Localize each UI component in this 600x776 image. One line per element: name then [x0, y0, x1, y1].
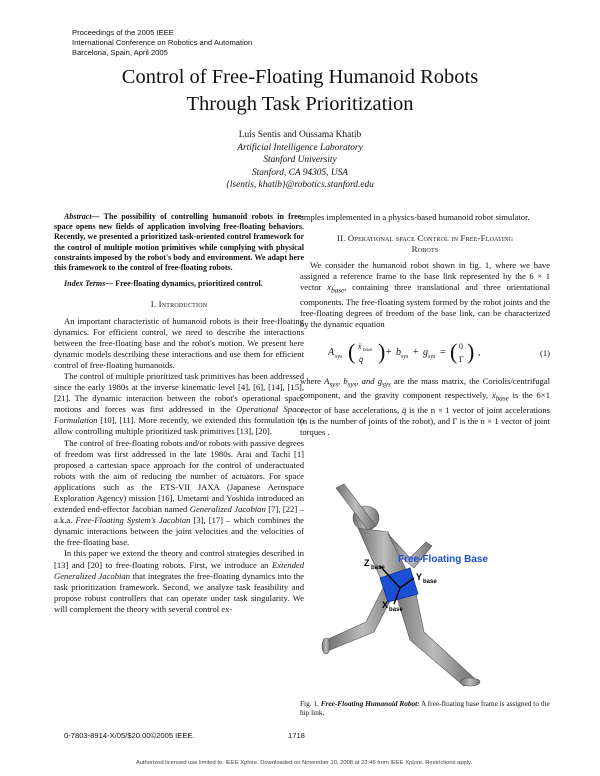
title-line-2: Through Task Prioritization	[186, 93, 414, 115]
author-block	[100, 129, 500, 192]
italic-term: Operational Space Formulation	[54, 404, 304, 426]
author-lab: Artificial Intelligence Laboratory	[237, 142, 363, 153]
index-terms-text: Free-floating dynamics, prioritized control.	[113, 279, 263, 289]
label-y-sub: base	[423, 579, 437, 585]
author-names: Luis Sentis and Oussama Khatib	[238, 130, 362, 140]
equation-1	[328, 337, 550, 370]
svg-text:): )	[467, 338, 475, 364]
svg-text:A: A	[328, 346, 335, 358]
label-z: Z	[364, 558, 370, 568]
text-run: The control of free-floating robots and/or robots with passive degrees of freedom was first addressed in the late 1980s. Arai and Tachi [1] proposed a cartesian space approach for the control of underactuated robots with the aim of reducing the number of actuators. For space applications such as the ETS-VII JAXA (Japanese Aerospace Exploration Agency) mission [16], Umetami and Yoshida introduced an extended end-effector Jacobian named	[54, 437, 304, 515]
figure-caption	[300, 699, 550, 718]
italic-term: Generalized Jacobian	[189, 504, 266, 515]
svg-text:sys: sys	[335, 353, 343, 360]
svg-text:Γ: Γ	[459, 354, 464, 364]
svg-text:=: =	[440, 346, 446, 358]
section-heading-introduction: I. Introduction	[150, 299, 208, 310]
text-run: [7], [22] – a.k.a.	[54, 504, 305, 526]
math-var: x	[327, 282, 332, 293]
paragraph	[300, 376, 550, 439]
svg-text:q̈: q̈	[359, 354, 363, 364]
location-line: Barcelona, Spain, April 2005	[72, 48, 168, 57]
svg-text:(: (	[450, 338, 458, 364]
author-city: Stanford, CA 94305, USA	[251, 167, 349, 178]
equation-svg	[328, 337, 508, 367]
figure-robot	[314, 482, 534, 692]
caption-title: Free-Floating Humanoid Robot:	[320, 699, 420, 708]
italic-term: Free-Floating System's Jacobian	[75, 515, 191, 526]
label-x-sub: base	[389, 607, 403, 613]
italic-term: Extended Generalized Jacobian	[54, 559, 304, 581]
svg-text:(: (	[348, 338, 356, 364]
left-column	[54, 212, 304, 615]
equation-number: (1)	[539, 347, 550, 358]
author-university: Stanford University	[263, 155, 337, 166]
index-terms-label: Index Terms—	[64, 279, 114, 289]
text-run: that integrates the free-floating dynamics into the task prioritization framework. Second, we analyze task feasibility and propose robust controllers that can operate under task singularity. We will complement the theory with several control ex-	[54, 570, 304, 614]
label-y: Y	[416, 572, 423, 582]
index-terms	[54, 279, 304, 289]
text-run: [10], [11]. More recently, we extended this formulation to allow controlling multiple prioritized task primitives [13], [20].	[54, 415, 304, 437]
text-run: is the n × 1 vector of joint accelerations (n is the number of joints of the robot), and Γ is the n × 1 vector of joint torques .	[300, 405, 550, 438]
section-heading-2	[300, 233, 550, 255]
svg-text:base: base	[363, 347, 373, 353]
paragraph	[300, 260, 550, 330]
page-number: 1718	[288, 731, 305, 740]
paragraph	[54, 438, 304, 549]
svg-text:+: +	[413, 346, 419, 358]
text-run: is the 6×1 vector of base accelerations,	[300, 390, 550, 416]
svg-text:+: +	[386, 346, 392, 358]
svg-text:0: 0	[459, 341, 463, 351]
text-run: The control of multiple prioritized task primitives has been addressed since the early 1980s at the inverse kinematic level [4], [6], [14], [15], [21]. The dynamic interaction between the robot's operational space motions and forces was first addressed in the	[54, 370, 304, 415]
text-run: We consider the humanoid robot shown in fig. 1, where we have assigned a reference frame to the base link represented by the 6 × 1 vector	[300, 260, 550, 293]
math-inline: $A_{sys}$, $b_{sys}$, and $g_{sys}$	[324, 375, 391, 389]
caption-text: A free-floating base frame is assigned to the hip link.	[300, 699, 550, 718]
authorized-use-notice: Authorized licensed use limited to: IEEE Xplore. Downloaded on November 10, 2008 at 23:46 from IEEE Xplore. Restrictions apply.	[135, 760, 473, 766]
text-run: In this paper we extend the theory and control strategies described in [13] and [20] to free-floating robots. First, we introduce an	[54, 548, 304, 570]
author-email: {lsentis, khatib}@robotics.stanford.edu	[226, 180, 374, 191]
abstract	[54, 212, 304, 273]
math-inline: ẍ$_{base}$	[491, 390, 509, 404]
paragraph	[54, 548, 304, 615]
paper-title	[40, 64, 560, 118]
caption-number: Fig. 1.	[300, 699, 319, 708]
title-line-1: Control of Free-Floating Humanoid Robots	[121, 66, 479, 88]
text-run: , containing three translational and three orientational components. The free-floating system formed by the robot joints and the free-floating degrees of freedom of the base link, can be characterized by the dynamic equation	[300, 282, 551, 330]
svg-text:sys: sys	[401, 353, 409, 360]
section-heading-line: Robots	[411, 244, 439, 255]
text-run: where	[300, 375, 325, 386]
text-run: are the mass matrix, the Coriolis/centrifugal component, and the gravity component respectively,	[300, 375, 550, 401]
section-heading-line: II. Operational space Control in Free-Floating	[336, 233, 514, 244]
conference-line: International Conference on Robotics and Automation	[72, 38, 253, 47]
right-column	[300, 212, 550, 439]
label-free-floating-base: Free-Floating Base	[398, 554, 489, 565]
svg-text:sys: sys	[428, 353, 436, 360]
paragraph: amples implemented in a physics-based humanoid robot simulator.	[300, 212, 530, 222]
label-x: X	[382, 600, 389, 610]
svg-text:): )	[378, 338, 386, 364]
svg-text:b: b	[396, 346, 401, 358]
svg-text:g: g	[423, 346, 428, 358]
text-run: [3], [17] – which combines the dynamic interactions between the joint velocities and the velocities of the free-floating base.	[54, 515, 304, 548]
proceedings-line: Proceedings of the 2005 IEEE	[72, 28, 174, 37]
label-z-sub: base	[371, 565, 385, 571]
paragraph: An important characteristic of humanoid robots is their free-floating dynamics. For efficient control, we need to describe the interactions between the free-floating base and the robot's motion. We present here dynamic models describing these interactions and use them for efficient control of free-floating humanoids.	[54, 315, 304, 370]
math-sub: base	[331, 287, 345, 296]
math-inline: q̈	[401, 405, 407, 416]
abstract-label: Abstract—	[64, 212, 100, 221]
paragraph	[54, 371, 304, 438]
proceedings-header	[72, 28, 252, 58]
svg-text:,: ,	[478, 346, 481, 358]
svg-text:ẍ: ẍ	[358, 341, 362, 351]
footer-isbn: 0-7803-8914-X/05/$20.00©2005 IEEE.	[64, 731, 195, 740]
abstract-text: The possibility of controlling humanoid robots in free-space opens new fields of application involving free-floating behaviors. Recently, we presented a prioritized task-oriented control framework for the control of multiple motion primitives while complying with physical constraints imposed by the robot's body and environment. We adapt here this framework to the control of free-floating robots.	[54, 212, 304, 273]
equation-body	[328, 337, 508, 370]
